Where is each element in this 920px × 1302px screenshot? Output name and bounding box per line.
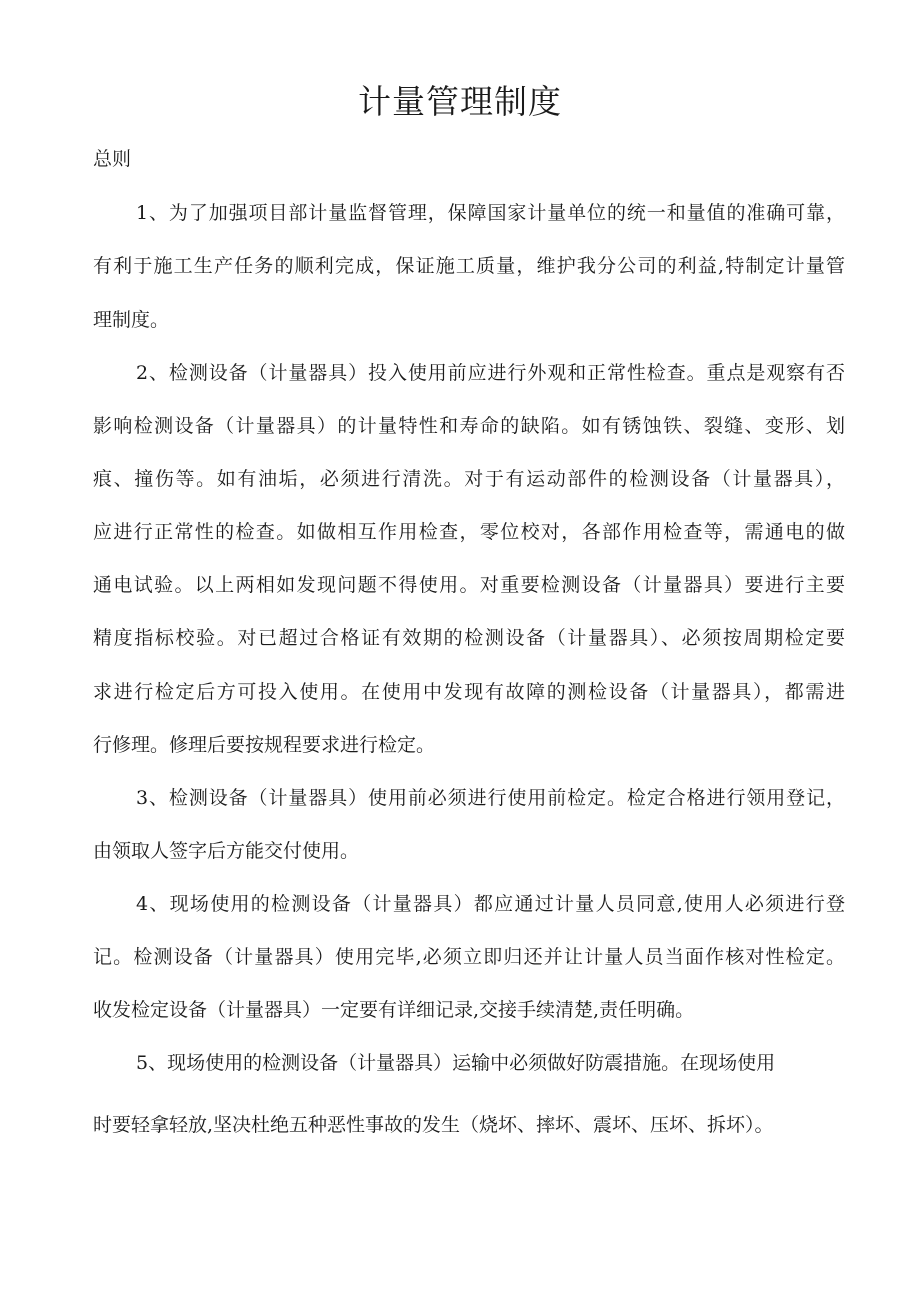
paragraph-2-line-5: 通电试验。以上两相如发现问题不得使用。对重要检测设备（计量器具）要进行主要 <box>93 574 845 596</box>
paragraph-2-line-4: 应进行正常性的检查。如做相互作用检查，零位校对，各部作用检查等，需通电的做 <box>93 521 845 543</box>
paragraph-4-line-3: 收发检定设备（计量器具）一定要有详细记录,交接手续清楚,责任明确。 <box>93 999 695 1021</box>
paragraph-4-line-2: 记。检测设备（计量器具）使用完毕,必须立即归还并让计量人员当面作核对性检定。 <box>93 946 845 968</box>
paragraph-2-line-2: 影响检测设备（计量器具）的计量特性和寿命的缺陷。如有锈蚀铁、裂缝、变形、划 <box>93 415 845 437</box>
paragraph-5-line-2: 时要轻拿轻放,坚决杜绝五种恶性事故的发生（烧坏、摔坏、震坏、压坏、拆坏）。 <box>93 1114 774 1136</box>
paragraph-2-line-3: 痕、撞伤等。如有油垢，必须进行清洗。对于有运动部件的检测设备（计量器具）， <box>93 468 845 490</box>
paragraph-5-line-1: 5、现场使用的检测设备（计量器具）运输中必须做好防震措施。在现场使用 <box>136 1052 776 1074</box>
paragraph-1-line-1: 1、为了加强项目部计量监督管理，保障国家计量单位的统一和量值的准确可靠， <box>136 202 845 224</box>
paragraph-3-line-1: 3、检测设备（计量器具）使用前必须进行使用前检定。检定合格进行领用登记， <box>136 787 845 809</box>
paragraph-2-line-8: 行修理。修理后要按规程要求进行检定。 <box>93 734 436 756</box>
paragraph-1-line-3: 理制度。 <box>93 309 170 331</box>
paragraph-2-line-1: 2、检测设备（计量器具）投入使用前应进行外观和正常性检查。重点是观察有否 <box>136 362 845 384</box>
paragraph-2-line-7: 求进行检定后方可投入使用。在使用中发现有故障的测检设备（计量器具），都需进 <box>93 681 845 703</box>
document-title: 计量管理制度 <box>358 82 562 121</box>
paragraph-3-line-2: 由领取人签字后方能交付使用。 <box>93 840 360 862</box>
paragraph-4-line-1: 4、现场使用的检测设备（计量器具）都应通过计量人员同意,使用人必须进行登 <box>136 893 845 915</box>
section-heading: 总则 <box>93 148 132 170</box>
paragraph-2-line-6: 精度指标校验。对已超过合格证有效期的检测设备（计量器具）、必须按周期检定要 <box>93 627 845 649</box>
paragraph-1-line-2: 有利于施工生产任务的顺利完成，保证施工质量，维护我分公司的利益,特制定计量管 <box>93 255 845 277</box>
